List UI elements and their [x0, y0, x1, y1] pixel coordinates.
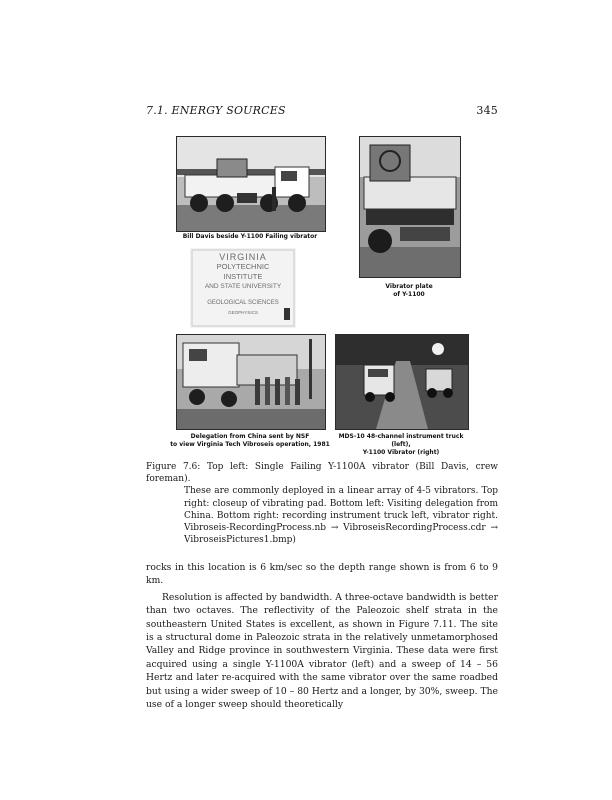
- sign-line3: AND STATE UNIVERSITY: [204, 283, 282, 290]
- sign-line2: POLYTECHNIC INSTITUTE: [216, 262, 270, 281]
- photo-instrument-truck: [335, 334, 469, 430]
- caption-top-right: Vibrator plate of Y-1100: [385, 283, 433, 298]
- photo-delegation: [176, 334, 326, 430]
- body-text: [146, 561, 498, 711]
- sign-text: [198, 252, 288, 318]
- caption-top-left: Bill Davis beside Y-1100 Failing vibrator: [182, 233, 318, 240]
- figure-caption-rest: These are commonly deployed in a linear array of 4-5 vibrators. Top right: closeup of vibrating pad. Bottom left: Visiting delegation from China. Bottom right: recording instrument truck left, vibrator right. Vibroseis-RecordingProcess.nb → VibroseisRecordingProcess.cdr → VibroseisPictures1.bmp): [184, 486, 498, 546]
- figure-label: Figure 7.6:: [146, 462, 207, 472]
- section-title: 7.1. ENERGY SOURCES: [146, 104, 286, 117]
- paragraph-1: rocks in this location is 6 km/sec so the depth range shown is from 6 to 9 km.: [146, 562, 498, 587]
- figure-caption-first: Top left: Single Failing Y-1100A vibrator (Bill Davis, crew foreman).: [146, 462, 498, 485]
- running-head: [146, 104, 498, 117]
- caption-bottom-left: Delegation from China sent by NSF to view Virginia Tech Vibroseis operation, 1981: [170, 433, 330, 448]
- photo-university-sign: [190, 248, 296, 328]
- sign-line1: VIRGINIA: [219, 252, 267, 262]
- photo-vibrator-plate: [359, 136, 461, 278]
- caption-bottom-right: MDS-10 48-channel instrument truck (left), Y-1100 Vibrator (right): [338, 433, 464, 456]
- sign-line5: GEOPHYSICS: [228, 310, 258, 315]
- photo-vibrator-truck: [176, 136, 326, 232]
- figure-caption: [146, 461, 498, 546]
- page-number: 345: [476, 104, 498, 117]
- sign-line4: GEOLOGICAL SCIENCES: [207, 300, 279, 306]
- paragraph-2: Resolution is affected by bandwidth. A three-octave bandwidth is better than two octaves. The reflectivity of the Paleozoic shelf strata in the southeastern United States is excellent, as shown in Figure 7.11. The site is a structural dome in Paleozoic strata in the relatively unmetamorphosed Valley and Ridge province in southwestern Virginia. These data were first acquired using a single Y-1100A vibrator (left) and a sweep of 14 – 56 Hertz and later re-acquired with the same vibrator over the same roadbed but using a wider sweep of 10 – 80 Hertz and a longer, by 30%, sweep. The use of a longer sweep should theoretically: [146, 591, 498, 711]
